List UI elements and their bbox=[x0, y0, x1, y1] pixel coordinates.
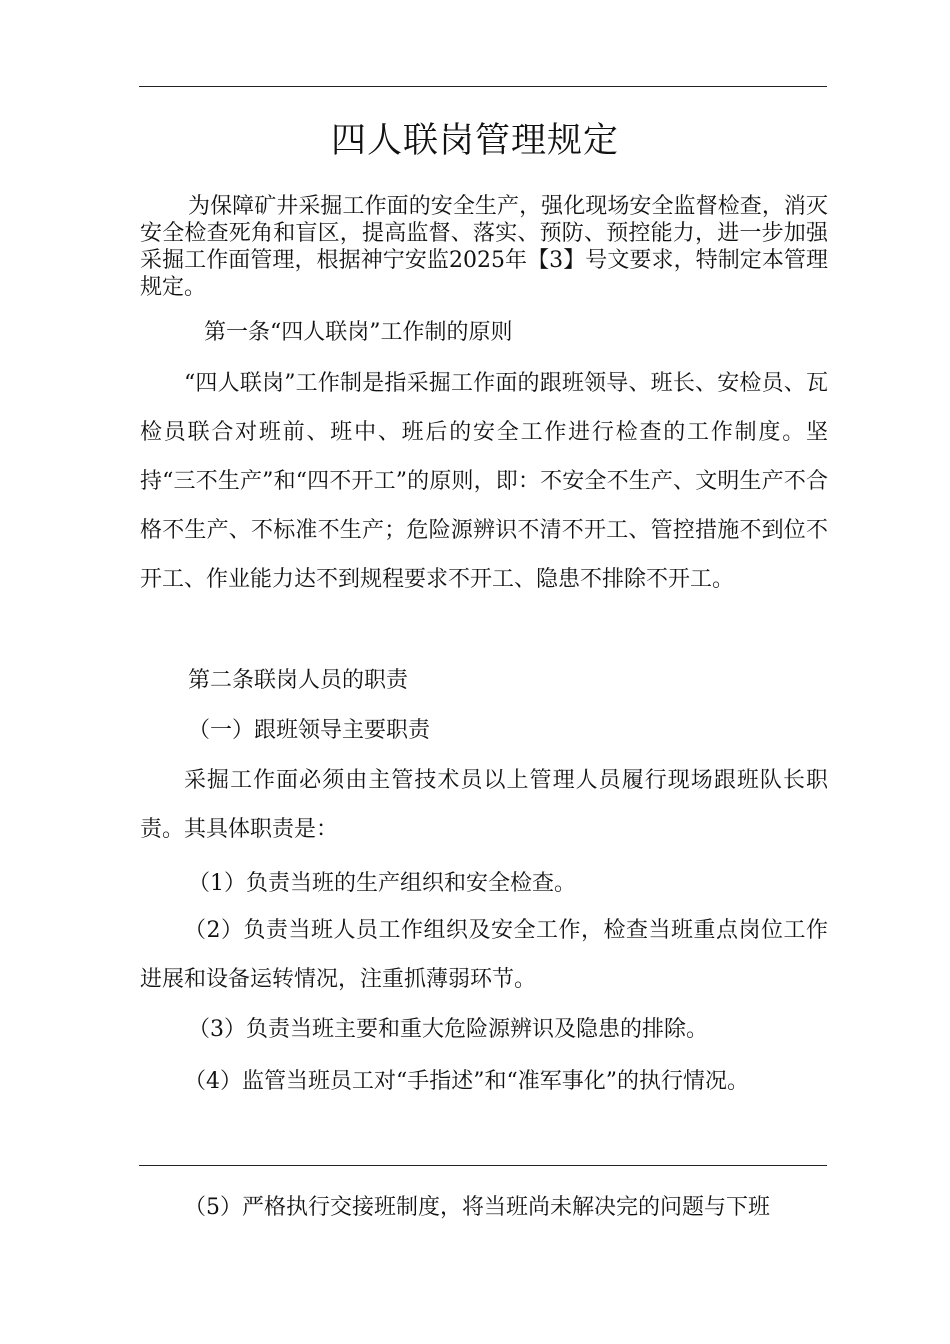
duty-item: （2）负责当班人员工作组织及安全工作，检查当班重点岗位工作进展和设备运转情况，注重抓薄弱环节。 bbox=[140, 918, 828, 992]
duty-item: （5）严格执行交接班制度，将当班尚未解决完的问题与下班 bbox=[184, 1195, 770, 1220]
article-1-heading: 第一条“四人联岗”工作制的原则 bbox=[204, 320, 513, 345]
page-break-rule bbox=[139, 1165, 827, 1166]
intro-paragraph: 为保障矿井采掘工作面的安全生产，强化现场安全监督检查，消灭安全检查死角和盲区，提高监督、落实、预防、预控能力，进一步加强采掘工作面管理，根据神宁安监2025年【3】号文要求，特制定本管理规定。 bbox=[140, 194, 828, 300]
article-2-heading: 第二条联岗人员的职责 bbox=[188, 668, 409, 693]
article-1-body: “四人联岗”工作制是指采掘工作面的跟班领导、班长、安检员、瓦检员联合对班前、班中、班后的安全工作进行检查的工作制度。坚持“三不生产”和“四不开工”的原则，即：不安全不生产、文明生产不合格不生产、不标准不生产；危险源辨识不清不开工、管控措施不到位不开工、作业能力达不到规程要求不开工、隐患不排除不开工。 bbox=[140, 371, 828, 592]
duty-item: （4）监管当班员工对“手指述”和“准军事化”的执行情况。 bbox=[184, 1069, 749, 1094]
section-1-body: 采掘工作面必须由主管技术员以上管理人员履行现场跟班队长职责。其具体职责是： bbox=[140, 768, 828, 842]
header-rule bbox=[139, 86, 827, 87]
duty-item: （3）负责当班主要和重大危险源辨识及隐患的排除。 bbox=[188, 1017, 708, 1042]
section-1-heading: （一）跟班领导主要职责 bbox=[188, 718, 431, 743]
document-title: 四人联岗管理规定 bbox=[330, 121, 619, 161]
duty-item: （1）负责当班的生产组织和安全检查。 bbox=[188, 871, 576, 896]
